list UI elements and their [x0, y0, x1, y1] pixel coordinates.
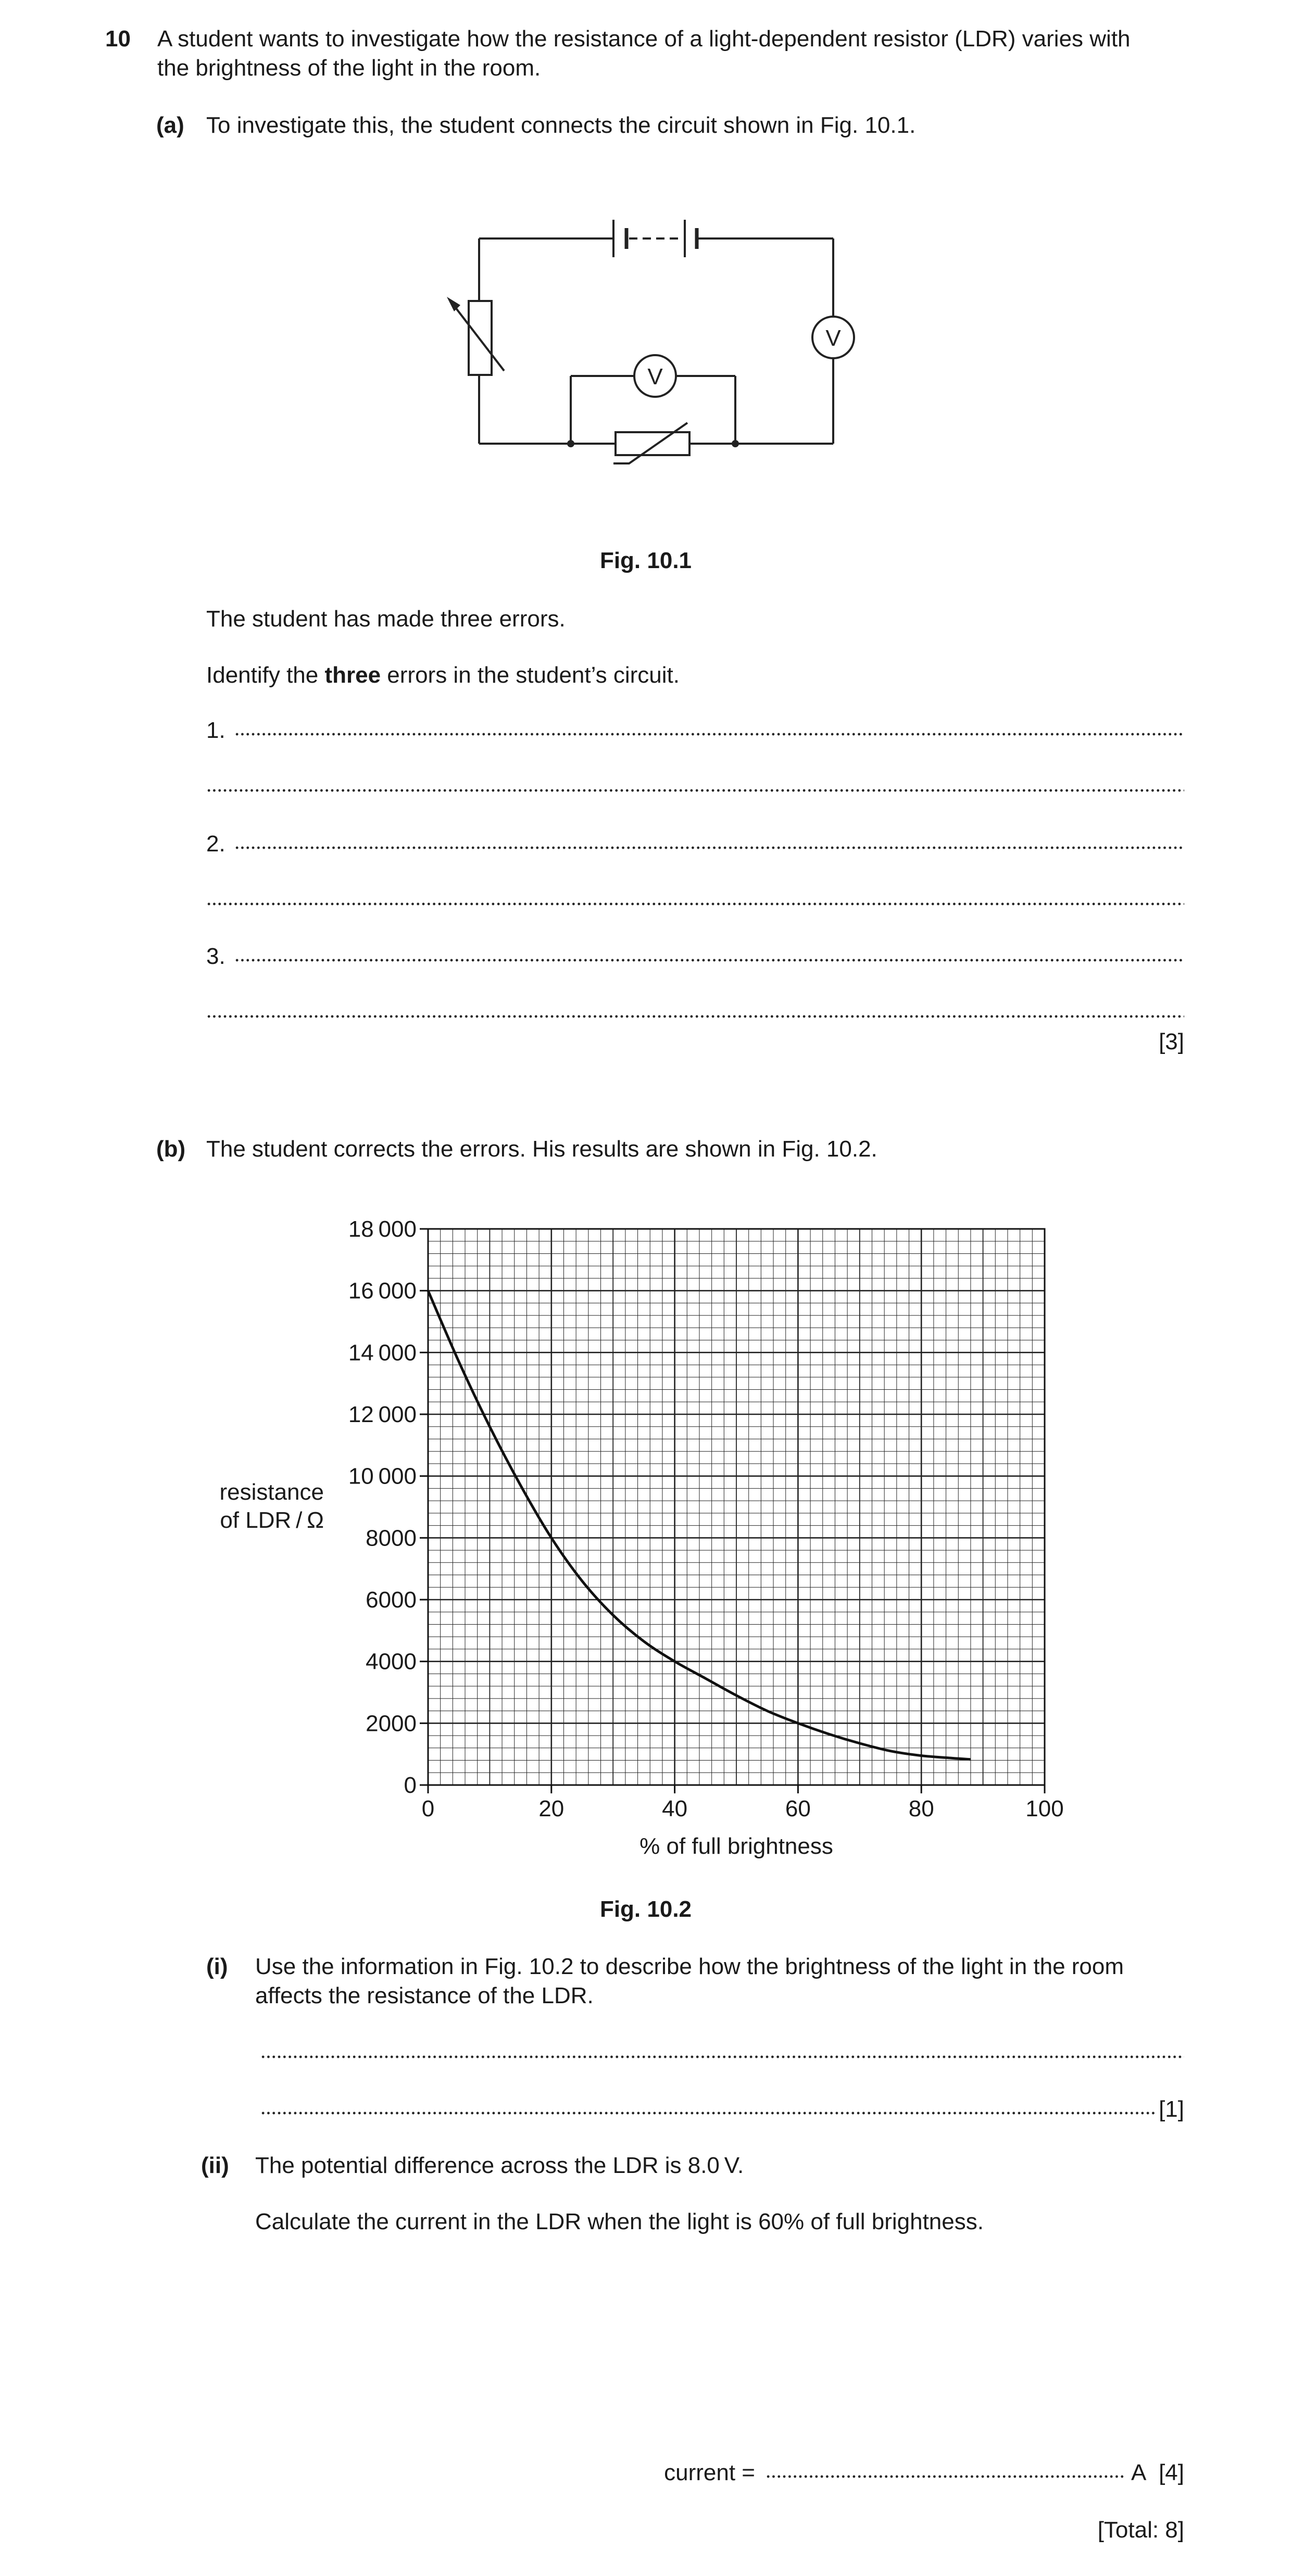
- y-tick-label: 18 000: [348, 1216, 417, 1242]
- sub-i-answer-line-2[interactable]: [260, 2111, 1156, 2115]
- figure-10-1-caption: Fig. 10.1: [599, 548, 692, 573]
- sub-i-line1: Use the information in Fig. 10.2 to describe how the brightness of the light in the room: [255, 1954, 1124, 1979]
- sub-i-marks: [1]: [1159, 2096, 1184, 2122]
- voltmeter-series-label: V: [825, 325, 841, 351]
- x-tick-label: 100: [1025, 1796, 1064, 1821]
- sub-ii-line1: The potential difference across the LDR is 8.0 V.: [255, 2153, 744, 2178]
- question-stem-line2: the brightness of the light in the room.: [157, 55, 541, 81]
- answer-line-3a[interactable]: [234, 958, 1184, 962]
- answer-line-2b[interactable]: [206, 902, 1184, 906]
- y-tick-label: 10 000: [348, 1463, 417, 1489]
- junction-left: [567, 440, 574, 447]
- variable-resistor-arrow-line: [452, 303, 504, 371]
- answer-number-3: 3.: [206, 944, 225, 969]
- x-tick-label: 80: [908, 1796, 934, 1821]
- arrowhead: [447, 297, 460, 311]
- sub-ii-line2: Calculate the current in the LDR when the light is 60% of full brightness.: [255, 2209, 984, 2234]
- question-stem-line1: A student wants to investigate how the resistance of a light-dependent resistor (LDR) varies with: [157, 26, 1131, 52]
- x-axis-label: % of full brightness: [639, 1833, 833, 1859]
- y-tick-label: 2000: [366, 1711, 417, 1737]
- sub-i-label: (i): [206, 1954, 228, 1979]
- part-a-marks: [3]: [1159, 1029, 1184, 1054]
- part-b-intro: The student corrects the errors. His results are shown in Fig. 10.2.: [206, 1136, 877, 1162]
- y-axis-label-line1: resistance: [219, 1479, 324, 1505]
- answer-number-2: 2.: [206, 831, 225, 857]
- figure-10-2-caption: Fig. 10.2: [599, 1896, 692, 1922]
- question-number: 10: [105, 26, 131, 52]
- y-tick-label: 4000: [366, 1649, 417, 1675]
- y-tick-label: 8000: [366, 1525, 417, 1551]
- y-axis-label-line2: of LDR / Ω: [220, 1507, 324, 1533]
- x-tick-label: 40: [662, 1796, 688, 1821]
- answer-line-1a[interactable]: [234, 732, 1184, 736]
- y-tick-label: 12 000: [348, 1402, 417, 1427]
- circuit-diagram: [427, 193, 875, 474]
- current-answer-line[interactable]: [766, 2474, 1125, 2479]
- part-b-label: (b): [156, 1136, 186, 1162]
- thermistor-symbol: [616, 432, 689, 455]
- sub-ii-marks: [4]: [1159, 2460, 1184, 2485]
- sub-ii-label: (ii): [201, 2153, 229, 2178]
- junction-right: [732, 440, 739, 447]
- sub-i-answer-line-1[interactable]: [260, 2055, 1184, 2059]
- x-tick-label: 60: [785, 1796, 811, 1821]
- y-tick-label: 6000: [366, 1587, 417, 1613]
- question-total: [Total: 8]: [1097, 2517, 1184, 2543]
- answer-number-1: 1.: [206, 718, 225, 743]
- current-answer-label: current =: [664, 2460, 755, 2485]
- answer-line-1b[interactable]: [206, 788, 1184, 793]
- voltmeter-parallel-label: V: [647, 364, 663, 389]
- answer-line-3b[interactable]: [206, 1014, 1184, 1019]
- x-tick-label: 0: [421, 1796, 435, 1821]
- part-a-instruction: Identify the three errors in the student’s circuit.: [206, 662, 680, 688]
- x-tick-label: 20: [538, 1796, 565, 1821]
- thermistor-slash: [613, 423, 687, 463]
- part-a-label: (a): [156, 112, 184, 138]
- sub-i-line2: affects the resistance of the LDR.: [255, 1983, 594, 2008]
- part-a-errors-statement: The student has made three errors.: [206, 606, 566, 632]
- y-tick-label: 0: [404, 1773, 417, 1798]
- y-tick-label: 16 000: [348, 1278, 417, 1304]
- current-unit: A: [1131, 2460, 1147, 2485]
- y-tick-label: 14 000: [348, 1340, 417, 1366]
- answer-line-2a[interactable]: [234, 846, 1184, 850]
- graph-figure: [198, 1198, 1094, 1875]
- part-a-intro: To investigate this, the student connects the circuit shown in Fig. 10.1.: [206, 112, 916, 138]
